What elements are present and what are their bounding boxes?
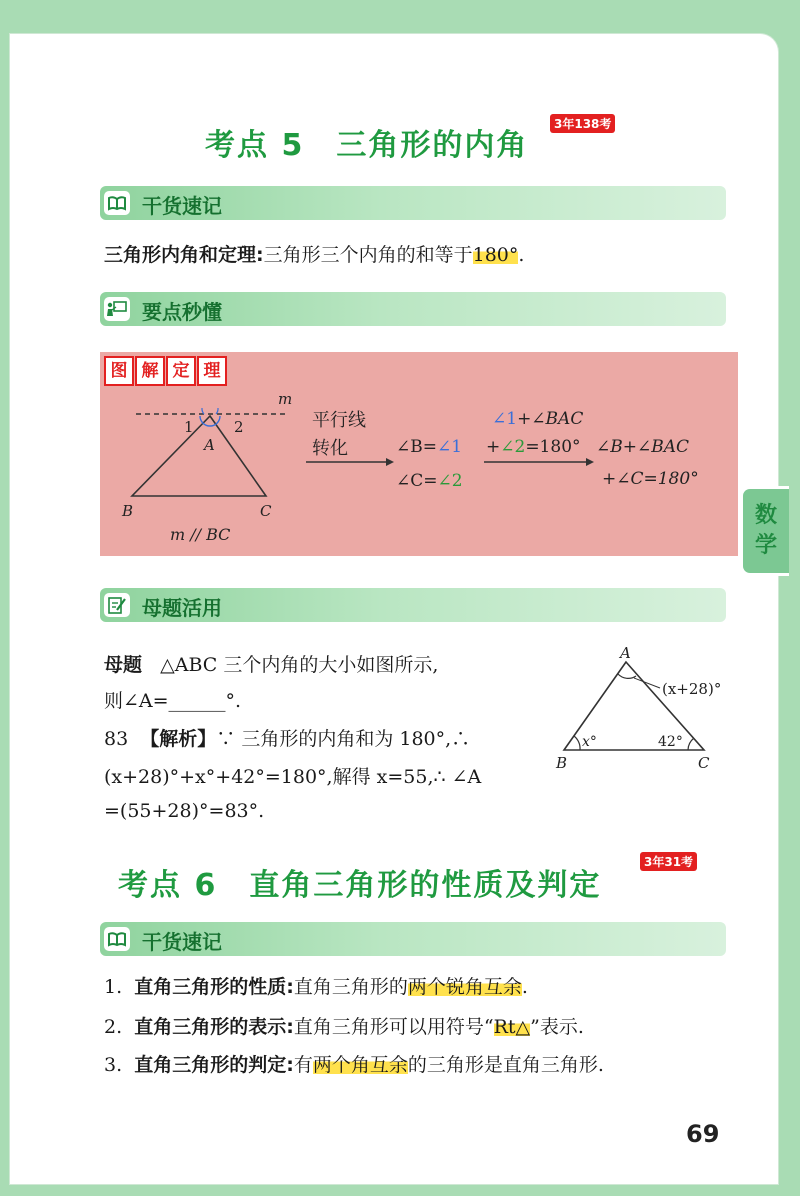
- angle-arc-a-fig: [618, 674, 636, 678]
- theorem-text: 三角形三个内角的和等于: [263, 244, 473, 266]
- problem-line-3: [104, 724, 470, 751]
- list-item-3: [104, 1050, 604, 1077]
- list-item-2-label: 直角三角形的表示:: [134, 1016, 294, 1038]
- eq1: ∠B=∠1: [396, 437, 463, 457]
- list-item-1-label: 直角三角形的性质:: [134, 976, 294, 998]
- sum-top: ∠1+∠BAC: [492, 409, 584, 429]
- diagram-tag-char-3: 定: [166, 356, 196, 386]
- problem-line-1: [104, 650, 438, 677]
- label-m: m: [278, 390, 293, 408]
- angle-arc-c-fig: [688, 738, 694, 750]
- problem-label: 母题: [104, 654, 143, 676]
- bar-mother-problem-label: 母题活用: [142, 596, 222, 620]
- teacher-board-icon: [104, 297, 130, 321]
- section6-badge: 3年31考: [640, 852, 697, 871]
- list-item-1: [104, 972, 528, 999]
- fig-angle-a: (x+28)°: [662, 680, 722, 698]
- theorem-line: [104, 240, 524, 267]
- label-a: A: [204, 436, 215, 454]
- list-item-3-text: 有: [293, 1054, 313, 1076]
- bar-mother-problem: [100, 588, 726, 622]
- problem-triangle-figure: [548, 640, 748, 780]
- result-top: ∠B+∠BAC: [596, 437, 690, 457]
- notes-icon: [104, 191, 130, 215]
- angle-arc-1: [202, 408, 204, 414]
- bar-dry-goods-2-label: 干货速记: [142, 930, 222, 954]
- fig-label-c: C: [698, 754, 710, 772]
- label-parallel: m // BC: [170, 525, 231, 544]
- list-item-1-num: 1.: [104, 976, 123, 998]
- list-item-2-end: ”表示.: [530, 1016, 584, 1038]
- eq2: ∠C=∠2: [396, 471, 463, 491]
- result-bottom: +∠C=180°: [602, 469, 699, 489]
- list-item-3-label: 直角三角形的判定:: [134, 1054, 294, 1076]
- bar-key-points-label: 要点秒懂: [142, 300, 222, 324]
- list-item-3-end: 的三角形是直角三角形.: [407, 1054, 604, 1076]
- section5-title: 考点 5 三角形的内角: [205, 128, 529, 163]
- arrow-1-head: [386, 458, 394, 466]
- arrow-2-head: [586, 458, 594, 466]
- analysis-text: ∵ 三角形的内角和为 180°,∴: [216, 728, 471, 750]
- pencil-paper-icon: [104, 593, 130, 617]
- label-b: B: [122, 502, 134, 520]
- diagram-tag-char-1: 图: [104, 356, 134, 386]
- fig-angle-42: 42°: [658, 734, 683, 750]
- list-item-1-highlight: 两个锐角互余: [407, 976, 522, 998]
- list-item-1-text: 直角三角形的: [293, 976, 408, 998]
- diagram-tag-char-2: 解: [135, 356, 165, 386]
- section6-title: 考点 6 直角三角形的性质及判定: [118, 868, 602, 903]
- bar-key-points: [100, 292, 726, 326]
- analysis-label: 【解析】: [140, 728, 217, 750]
- label-c: C: [260, 502, 272, 520]
- list-item-3-highlight: 两个角互余: [312, 1054, 408, 1076]
- subject-tab-char-2: 学: [754, 533, 777, 558]
- fig-angle-x: x°: [582, 734, 597, 750]
- step-parallel-text: 平行线: [312, 410, 366, 431]
- angle-arc-b-fig: [574, 736, 580, 750]
- notes-icon: [104, 927, 130, 951]
- label-1: 1: [184, 418, 194, 436]
- triangle-abc: [132, 416, 266, 496]
- list-item-3-num: 3.: [104, 1054, 123, 1076]
- section5-badge: 3年138考: [550, 114, 615, 133]
- angle-arc-a: [200, 416, 220, 426]
- problem-line-2: 则∠A=______°.: [104, 690, 242, 712]
- list-item-2: [104, 1012, 584, 1039]
- subject-tab-char-1: 数: [754, 503, 777, 528]
- list-item-1-end: .: [521, 976, 528, 998]
- fig-label-a: A: [620, 644, 631, 662]
- step-transform-text: 转化: [312, 438, 348, 459]
- diagram-tag-char-4: 理: [197, 356, 227, 386]
- problem-line-5: =(55+28)°=83°.: [104, 800, 265, 822]
- theorem-diagram: [100, 352, 738, 556]
- list-item-2-highlight: Rt△: [493, 1016, 531, 1038]
- subject-tab[interactable]: [740, 486, 789, 576]
- list-item-2-text: 直角三角形可以用符号“: [293, 1016, 494, 1038]
- bar-dry-goods-2: [100, 922, 726, 956]
- problem-line-4: (x+28)°+x°+42°=180°,解得 x=55,∴ ∠A: [104, 766, 482, 788]
- list-item-2-num: 2.: [104, 1016, 123, 1038]
- angle-arc-2: [216, 408, 218, 414]
- answer: 83: [104, 728, 129, 750]
- theorem-diagram-panel: [100, 352, 738, 556]
- bar-dry-goods-1-label: 干货速记: [142, 194, 222, 218]
- theorem-highlight: 180°: [472, 244, 519, 266]
- bar-dry-goods-1: [100, 186, 726, 220]
- theorem-end: .: [518, 244, 525, 266]
- theorem-label: 三角形内角和定理:: [104, 244, 264, 266]
- sum-bottom: +∠2=180°: [486, 437, 581, 457]
- label-2: 2: [234, 418, 244, 436]
- problem-statement: △ABC 三个内角的大小如图所示,: [160, 654, 439, 676]
- page-number: 69: [686, 1120, 720, 1148]
- fig-label-b: B: [556, 754, 568, 772]
